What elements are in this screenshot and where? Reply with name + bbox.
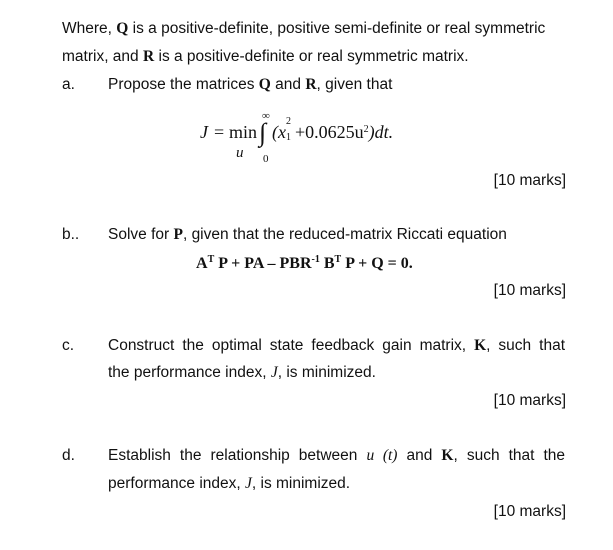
part-c-marks: [10 marks]	[493, 392, 566, 409]
matrix-q: Q	[258, 76, 271, 93]
part-b-question	[108, 226, 507, 244]
question-text: , given that	[316, 76, 393, 93]
question-text: Solve for	[108, 226, 170, 243]
intro-text: matrix, and	[62, 48, 139, 65]
part-b-label: b..	[62, 226, 80, 243]
symbol-j: J	[245, 475, 252, 492]
matrix-r: R	[305, 76, 317, 93]
matrix-k: K	[474, 337, 487, 354]
part-d-marks: [10 marks]	[493, 503, 566, 520]
symbol-j: J	[270, 364, 278, 381]
part-c-label: c.	[62, 337, 75, 354]
intro-text: Where,	[62, 20, 112, 37]
part-c-question-line1: Construct the optimal state feedback gain matrix, K, such that	[108, 337, 566, 354]
matrix-q: Q	[116, 20, 129, 37]
integral-upper-limit: ∞	[262, 110, 270, 122]
cost-function-equation	[200, 108, 430, 168]
question-text: and	[275, 76, 302, 93]
part-c-question-line2: the performance index, J, is minimized.	[108, 364, 376, 381]
matrix-k: K	[441, 447, 454, 464]
eq-integrand: (x 2 1 $+0.0625u^2)dt$.	[272, 116, 394, 143]
part-b-marks: [10 marks]	[493, 282, 566, 299]
part-d-question-line2: performance index, J, is minimized.	[108, 475, 351, 492]
question-text: , given that the reduced-matrix Riccati equation	[182, 226, 507, 243]
part-d-question-line1: Establish the relationship between u (t) and K, such that the	[108, 447, 566, 464]
integral-lower-limit: 0	[263, 153, 269, 165]
intro-text: is a positive-definite or real symmetric matrix.	[158, 48, 469, 65]
eq-j: J	[200, 122, 208, 142]
intro-text: is a positive-definite, positive semi-definite or real symmetric	[132, 20, 546, 37]
eq-min-u: u	[236, 145, 244, 161]
part-d-label: d.	[62, 447, 75, 464]
riccati-equation: $A^T$ P + PA – $PBR^{-1}$ $B^T$ P + Q = 0.	[196, 254, 413, 272]
eq-min: min	[229, 122, 258, 142]
integral-sign: ∫	[259, 118, 267, 147]
symbol-u-t: u (t)	[366, 447, 398, 464]
question-text: Propose the matrices	[108, 76, 255, 93]
part-a-question	[108, 76, 392, 94]
eq-equals: =	[214, 122, 225, 142]
part-a-label: a.	[62, 76, 75, 93]
matrix-p: P	[173, 226, 183, 243]
part-a-marks: [10 marks]	[493, 172, 566, 189]
intro-line-2	[62, 48, 469, 66]
matrix-r: R	[142, 48, 155, 65]
intro-line-1	[62, 20, 545, 38]
